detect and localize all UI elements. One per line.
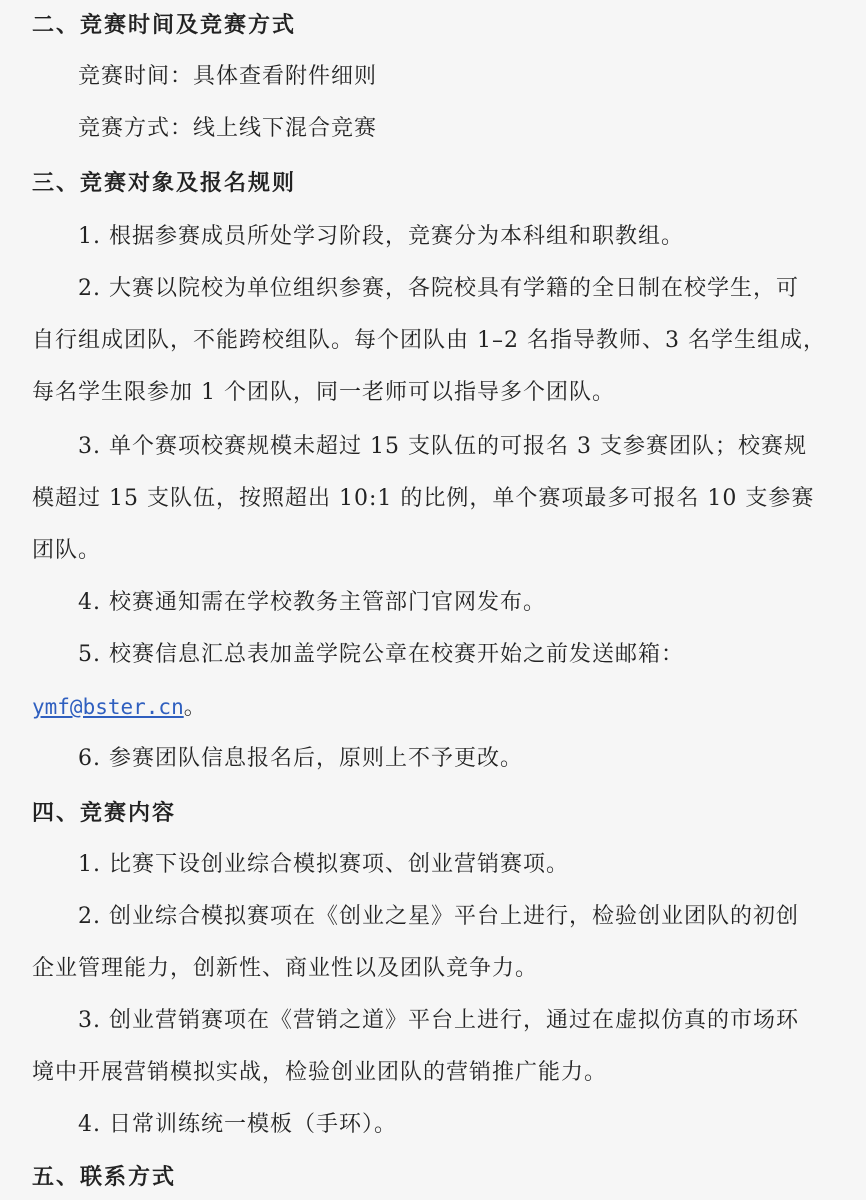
rule-item-3-line-2: 模超过 15 支队伍，按照超出 10:1 的比例，单个赛项最多可报名 10 支参赛 xyxy=(32,486,815,511)
content-item-3-line-1: 3. 创业营销赛项在《营销之道》平台上进行，通过在虚拟仿真的市场环 xyxy=(78,1008,799,1033)
section-heading-5: 五、联系方式 xyxy=(32,1164,177,1190)
competition-mode: 竞赛方式：线上线下混合竞赛 xyxy=(78,116,378,141)
rule-item-3-line-1: 3. 单个赛项校赛规模未超过 15 支队伍的可报名 3 支参赛团队；校赛规 xyxy=(78,434,807,459)
rule-item-3-line-3: 团队。 xyxy=(32,538,102,563)
content-item-3-line-2: 境中开展营销模拟实战，检验创业团队的营销推广能力。 xyxy=(32,1060,608,1085)
rule-item-6: 6. 参赛团队信息报名后，原则上不予更改。 xyxy=(78,746,523,771)
email-period: 。 xyxy=(183,695,207,720)
content-item-4: 4. 日常训练统一模板（手环）。 xyxy=(78,1112,397,1137)
rule-item-1: 1. 根据参赛成员所处学习阶段，竞赛分为本科组和职教组。 xyxy=(78,224,684,249)
rule-item-2-line-1: 2. 大赛以院校为单位组织参赛，各院校具有学籍的全日制在校学生，可 xyxy=(78,276,799,301)
rule-item-2-line-3: 每名学生限参加 1 个团队，同一老师可以指导多个团队。 xyxy=(32,380,615,405)
section-heading-4: 四、竞赛内容 xyxy=(32,800,177,826)
section-heading-3: 三、竞赛对象及报名规则 xyxy=(32,170,297,196)
content-item-1: 1. 比赛下设创业综合模拟赛项、创业营销赛项。 xyxy=(78,852,569,877)
competition-time: 竞赛时间：具体查看附件细则 xyxy=(78,64,378,89)
rule-item-4: 4. 校赛通知需在学校教务主管部门官网发布。 xyxy=(78,590,546,615)
rule-item-5-line-2 xyxy=(32,692,207,723)
rule-item-5-line-1: 5. 校赛信息汇总表加盖学院公章在校赛开始之前发送邮箱： xyxy=(78,642,684,667)
email-link[interactable]: ymf@bster.cn xyxy=(32,695,184,719)
section-heading-2: 二、竞赛时间及竞赛方式 xyxy=(32,12,297,38)
content-item-2-line-1: 2. 创业综合模拟赛项在《创业之星》平台上进行，检验创业团队的初创 xyxy=(78,904,799,929)
rule-item-2-line-2: 自行组成团队，不能跨校组队。每个团队由 1–2 名指导教师、3 名学生组成， xyxy=(32,328,826,353)
content-item-2-line-2: 企业管理能力，创新性、商业性以及团队竞争力。 xyxy=(32,956,539,981)
